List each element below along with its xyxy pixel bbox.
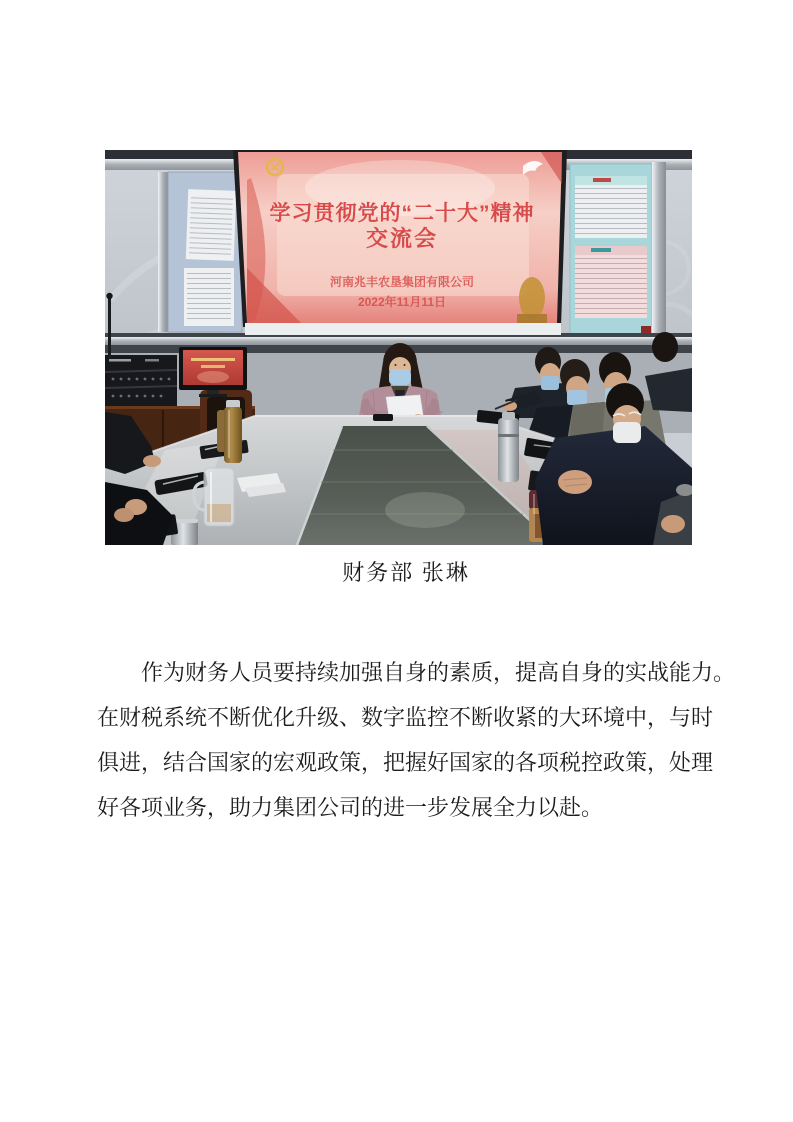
clasped-hands <box>558 470 592 494</box>
slide-date: 2022年11月11日 <box>357 295 447 309</box>
slide-title-line1: 学习贯彻党的“二十大”精神 <box>269 202 535 225</box>
article-line: 作为财务人员要持续加强自身的素质，提高自身的实战能力。 <box>141 660 736 685</box>
article-line: 在财税系统不断优化升级、数字监控不断收紧的大环境中，与时 <box>97 705 714 730</box>
audio-rack <box>105 355 177 413</box>
thermos-gold <box>224 400 242 463</box>
projection-screen <box>233 150 567 335</box>
article-line: 俱进，结合国家的宏观政策，把握好国家的各项税控政策，处理 <box>97 750 714 775</box>
meeting-photo-scene <box>105 150 692 545</box>
table-microphone <box>373 414 393 421</box>
photo-caption: 财务部 张琳 <box>342 560 470 585</box>
tv-monitor <box>179 347 247 397</box>
article-line: 好各项业务，助力集团公司的进一步发展全力以赴。 <box>97 795 604 820</box>
left-bulletin-board <box>158 172 242 332</box>
right-bulletin-board <box>570 162 666 344</box>
slide-company: 河南兆丰农垦集团有限公司 <box>329 275 475 289</box>
face-mask-white <box>613 422 641 443</box>
face-mask <box>389 369 411 385</box>
screen-bottom-bar <box>245 323 561 335</box>
face-mask <box>541 376 559 390</box>
face-mask <box>567 390 587 405</box>
thermos-silver <box>498 412 519 482</box>
slide-title-line2: 交流会 <box>365 226 439 251</box>
meeting-photo <box>105 150 692 545</box>
article-paragraph <box>97 650 736 830</box>
